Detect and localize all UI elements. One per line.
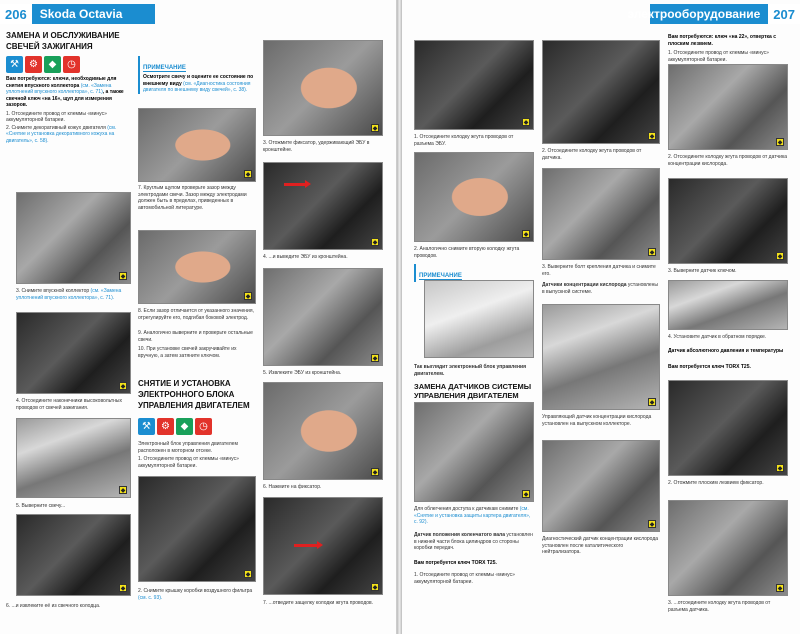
car-icon: ◆ [176,418,193,435]
col3-caption-4: 6. Нажмите на фиксатор. [263,484,322,490]
photo-map-connector [668,500,788,596]
right-caption-2: 2. Аналогично снимите вторую колодку жгута проводов. [414,246,520,259]
photo-o2-wrench [668,178,788,264]
caption-5: 5. Выверните свечу... [16,503,66,509]
photo-marker: ◆ [523,119,529,126]
col3-step-1: 1. Отсоедините провод от клеммы «минус» аккумуляторной батареи. [668,50,769,63]
timer-icon: ◷ [195,418,212,435]
col3-caption-1: 2. Отсоедините колодку жгута проводов от датчика концентрации кислорода. [668,154,788,167]
timer-icon: ◷ [63,56,80,73]
tools-link[interactable]: (см. «Замена уплотнений впускного коллектора», с. 71) [6,82,112,95]
map-heading: Датчик абсолютного давления и температуры [668,348,784,354]
col3-caption-1: 3. Отожмите фиксатор, удерживающий ЭБУ в кронштейне. [263,140,370,153]
left-page-header [0,4,155,24]
note-link[interactable]: (см. «Диагностика состояния двигателя по внешнему виду свечей», с. 38). [143,80,251,93]
engine-icon: ⚙ [157,418,174,435]
photo-marker: ◆ [372,125,378,132]
left-column-1 [6,30,131,144]
section-2-step-1: 1. Отсоедините провод от клеммы «минус» аккумуляторной батареи. [138,456,239,469]
photo-engine-bay [414,402,534,502]
col2-caption-2: 3. Выверните болт крепления датчика и снимите его. [542,264,656,277]
photo-connector-latch [263,497,383,595]
photo-marker: ◆ [372,584,378,591]
col2-caption-1: 2. Отсоедините колодку жгута проводов от датчика. [542,148,642,161]
sensor-caption-link[interactable]: (см. «Снятие и установка защиты картера двигателя», с. 92). [414,506,531,525]
photo-marker: ◆ [120,383,126,390]
photo-engine-top [16,192,131,284]
step-2: 2. Снимите декоративный кожух двигателя [6,124,106,131]
wrench-icon: ⚒ [6,56,23,73]
photo-ecu-connector [414,40,534,130]
photo-spark-plug-wrench [16,418,131,498]
photo-ecu-unit [424,280,534,358]
col3-caption-2: 3. Выверните датчик ключом. [668,268,737,274]
col3-caption-3: 5. Извлеките ЭБУ из кронштейна. [263,370,342,376]
note-caption: Так выглядит электронный блок управления двигателем. [414,364,527,377]
photo-ecu-removed [263,268,383,366]
page-number: 207 [768,4,800,24]
tools-text-2: , а также свечной ключ «на 16», щуп для измерения зазоров. [6,89,124,108]
photo-second-connector [414,152,534,242]
photo-map-sensor [668,380,788,476]
red-arrow-icon [294,544,318,547]
caption-4: 4. Отсоедините наконечники высоковольтных проводов от свечей зажигания. [16,398,122,411]
section-2-step-2: 2. Снимите крышку коробки воздушного фильтра [138,588,253,594]
photo-sensor-connector [542,40,660,144]
step-2-link[interactable]: (см. «Снятие и установка декоративного кожуха на двигатель», с. 58). [6,124,117,144]
note-title: ПРИМЕЧАНИЕ [143,65,186,71]
photo-marker: ◆ [777,253,783,260]
photo-marker: ◆ [523,491,529,498]
crank-heading: Датчик положения коленчатого вала [414,532,505,538]
icon-row [6,56,131,73]
photo-electrode-adjust [138,230,256,304]
photo-exhaust-manifold [542,304,660,410]
header-title: Skoda Octavia [39,7,123,21]
wrench-icon: ⚒ [138,418,155,435]
caption-9: 9. Аналогично выверните и проверьте остальные свечи. [138,330,253,343]
section-2-step-2-link[interactable]: (см. с. 93). [138,594,163,601]
red-arrow-icon [284,183,306,186]
photo-marker: ◆ [372,355,378,362]
photo-marker: ◆ [649,249,655,256]
col2-caption-4: Диагностический датчик концентрации кислорода установлен после каталитического нейтрализатора. [542,536,659,555]
photo-marker: ◆ [523,231,529,238]
o2-text: установлены в выпускной системе. [542,282,659,295]
photo-catalytic-sensor [542,440,660,532]
photo-marker: ◆ [777,465,783,472]
section-2-heading: СНЯТИЕ И УСТАНОВКА ЭЛЕКТРОННОГО БЛОКА УПРАВЛЕНИЯ ДВИГАТЕЛЕМ [138,379,250,410]
photo-marker: ◆ [777,585,783,592]
left-page [0,0,397,634]
page-number: 206 [0,4,32,24]
photo-connector-press [263,382,383,480]
col3-tools: Вам потребуются: ключ «на 22», отвертка с плоским лезвием. [668,34,776,47]
caption-3: 3. Снимите впускной коллектор [16,288,90,294]
right-caption-1: 1. Отсоедините колодку жгута проводов от разъема ЭБУ. [414,134,514,147]
photo-o2-sensor [668,280,788,330]
photo-ecu-latch [263,40,383,136]
step-1: 1. Отсоедините провод от клеммы «минус» аккумуляторной батареи. [6,110,107,123]
photo-sensor-bolt [542,168,660,260]
icon-row-2 [138,418,212,435]
engine-icon: ⚙ [25,56,42,73]
caption-10: 10. При установке свечей закручивайте их вручную, а затем затяните ключом. [138,346,237,359]
note-text: Осмотрите свечу и оцените ее состояние по внешнему виду [143,74,254,87]
caption-3-link[interactable]: (см. «Замена уплотнений впускного коллектора», с. 71). [16,288,122,301]
photo-marker: ◆ [649,399,655,406]
right-page [402,0,800,634]
crank-text: установлен в нижней части блока цилиндров со стороны коробки передач. [414,532,533,551]
photo-feeler-gauge [138,108,256,182]
photo-marker: ◆ [245,293,251,300]
col3-caption-5: 3. ...отсоедините колодку жгута проводов от разъема датчика. [668,600,771,613]
note-title: ПРИМЕЧАНИЕ [419,273,462,279]
photo-marker: ◆ [649,521,655,528]
col3-caption-5: 7. ...отведите защелку колодки жгута проводов. [263,600,374,606]
right-page-header [627,4,800,24]
photo-marker: ◆ [120,585,126,592]
photo-ecu-bracket [263,162,383,250]
photo-marker: ◆ [777,139,783,146]
photo-air-filter-box [138,476,256,582]
caption-7: 7. Круглым щупом проверьте зазор между электродами свечи. Зазор между электродами должен быть в пределах, приведенных в автомобильной литературе. [138,185,247,211]
photo-o2-connector [668,64,788,150]
photo-marker: ◆ [372,469,378,476]
section-2-text: Электронный блок управления двигателем расположен в моторном отсеке. [138,441,238,454]
col3-caption-4: 2. Отожмите плоским лезвием фиксатор. [668,480,764,486]
photo-marker: ◆ [372,239,378,246]
note-box [138,56,256,94]
map-torx: Вам потребуется ключ TORX T25. [668,364,751,370]
car-icon: ◆ [44,56,61,73]
col2-caption-3: Управляющий датчик концентрации кислорода установлен на выпускном коллекторе. [542,414,652,427]
col3-caption-2: 4. ...и выведите ЭБУ из кронштейна. [263,254,348,260]
header-title: электрооборудование [627,7,761,21]
tools-text: Вам потребуются: ключи, необходимые для снятия впускного коллектора [6,76,117,89]
section-heading: ЗАМЕНА И ОБСЛУЖИВАНИЕ СВЕЧЕЙ ЗАЖИГАНИЯ [6,31,120,51]
section-3-heading: ЗАМЕНА ДАТЧИКОВ СИСТЕМЫ УПРАВЛЕНИЯ ДВИГАТЕЛЕМ [414,382,532,400]
photo-marker: ◆ [245,571,251,578]
torx-text: Вам потребуется ключ TORX T25. [414,560,497,566]
col3-caption-3: 4. Установите датчик в обратном порядке. [668,334,767,340]
photo-marker: ◆ [649,133,655,140]
caption-6: 6. ...и извлеките её из свечного колодца. [6,603,101,609]
photo-spark-plug-removed [16,514,131,596]
photo-spark-wells [16,312,131,394]
photo-marker: ◆ [120,487,126,494]
sensor-caption: Для облегчения доступа к датчикам снимите [414,506,519,512]
torx-step: 1. Отсоедините провод от клеммы «минус» аккумуляторной батареи. [414,572,515,585]
caption-8: 8. Если зазор отличается от указанного значения, отрегулируйте его, подгибая боковой электрод. [138,308,254,321]
photo-marker: ◆ [120,273,126,280]
photo-marker: ◆ [245,171,251,178]
o2-heading: Датчики концентрации кислорода [542,282,627,288]
